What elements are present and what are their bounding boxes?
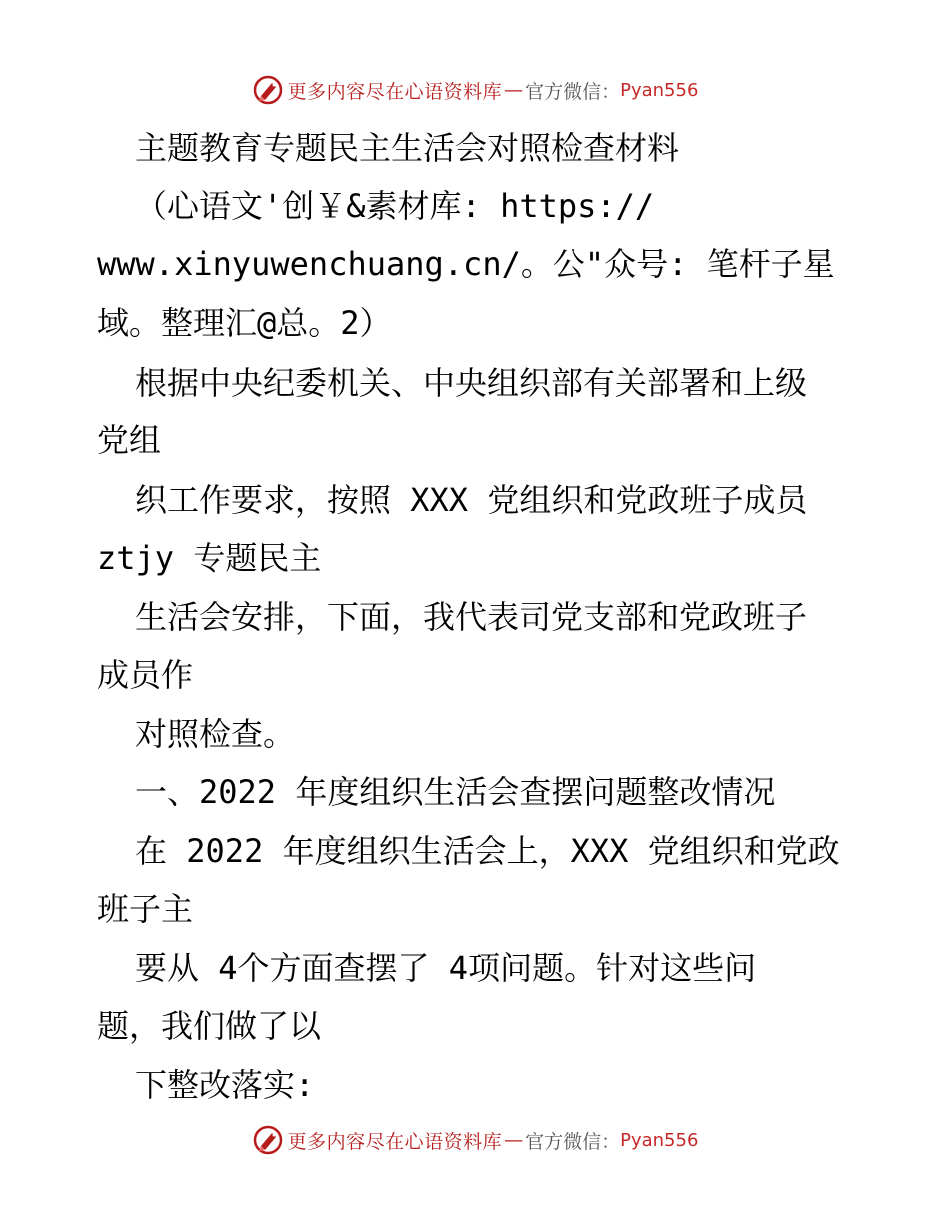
text-line: 根据中央纪委机关、中央组织部有关部署和上级 — [135, 364, 808, 402]
text-line: 织工作要求，按照 XXX 党组织和党政班子成员 — [135, 481, 808, 519]
footer-banner — [0, 1120, 950, 1160]
banner-text: 更多内容尽在心语资料库 — [287, 1130, 503, 1153]
document-title: 主题教育专题民主生活会对照检查材料 — [135, 129, 680, 167]
text-line: 党组 — [97, 421, 162, 459]
text-line: 成员作 — [97, 656, 194, 694]
pen-logo-icon — [252, 74, 284, 106]
text-line: 在 2022 年度组织生活会上，XXX 党组织和党政 — [135, 832, 840, 870]
banner-wechat-label: 官方微信： — [525, 80, 621, 103]
text-line: 域。整理汇@总。2） — [97, 304, 392, 342]
text-line: 生活会安排，下面，我代表司党支部和党政班子 — [135, 598, 808, 636]
text-line: 下整改落实: — [135, 1066, 315, 1104]
banner-wechat-id: Pyan556 — [620, 1129, 699, 1151]
header-banner — [0, 70, 950, 110]
text-line: 对照检查。 — [135, 715, 296, 753]
text-line: ztjy 专题民主 — [97, 539, 322, 577]
text-line: 题，我们做了以 — [97, 1007, 322, 1045]
banner-separator: — — [504, 79, 524, 101]
text-line: （心语文'创￥&素材库: https:// — [135, 187, 655, 225]
section-heading: 一、2022 年度组织生活会查摆问题整改情况 — [135, 773, 776, 811]
text-line: 要从 4个方面查摆了 4项问题。针对这些问 — [135, 949, 757, 987]
pen-logo-icon — [252, 1124, 284, 1156]
banner-separator: — — [504, 1129, 524, 1151]
banner-wechat-id: Pyan556 — [620, 79, 699, 101]
text-line: www.xinyuwenchuang.cn/。公"众号: 笔杆子星 — [97, 245, 835, 283]
text-line: 班子主 — [97, 890, 194, 928]
banner-wechat-label: 官方微信： — [525, 1130, 621, 1153]
banner-text: 更多内容尽在心语资料库 — [287, 80, 503, 103]
